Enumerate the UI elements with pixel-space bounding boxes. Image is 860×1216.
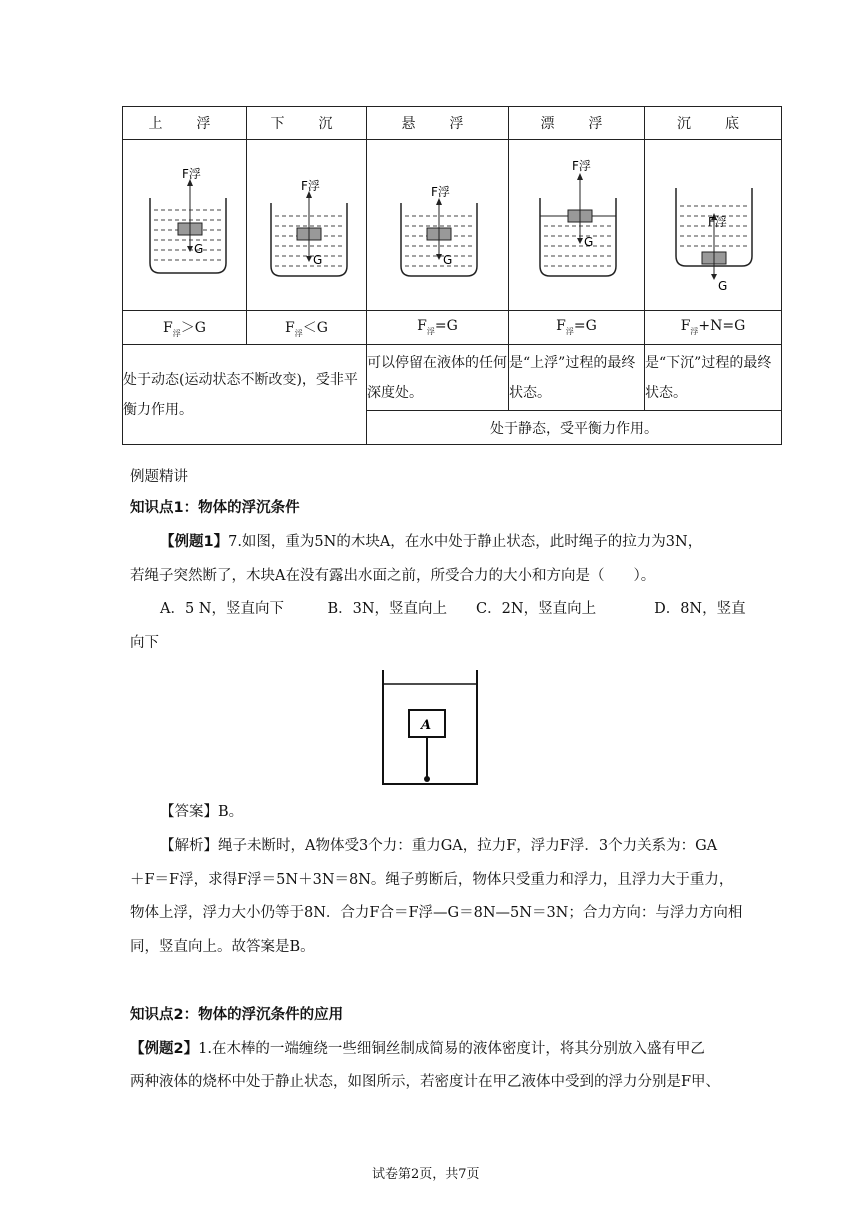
float-sink-table — [122, 106, 782, 445]
example-1-line-2: 若绳子突然断了，木块A在没有露出水面之前，所受合力的大小和方向是（ ）。 — [130, 568, 656, 584]
sink-diagram — [257, 148, 357, 298]
example-1-analysis-3: 物体上浮，浮力大小仍等于8N．合力F合＝F浮—G＝8N—5N＝3N；合力方向：与浮力方向相 — [130, 905, 743, 921]
buoyancy-label: F浮 — [430, 185, 450, 199]
gravity-label: G — [312, 253, 322, 267]
formula-sink: $F_浮<G$ — [247, 311, 367, 345]
buoyancy-label: F浮 — [300, 179, 320, 193]
formula-suspend: $F_浮=G$ — [367, 311, 509, 345]
example-1-answer: 【答案】B。 — [160, 804, 244, 820]
header-float: 漂 浮 — [509, 107, 645, 140]
example-1-analysis-2: ＋F＝F浮，求得F浮＝5N＋3N＝8N。绳子剪断后，物体只受重力和浮力，且浮力大于重力， — [130, 872, 734, 888]
buoyancy-label: F浮 — [181, 167, 201, 181]
example-2-line-1: 【例题2】1.在木棒的一端缠绕一些细铜丝制成简易的液体密度计，将其分别放入盛有甲乙 — [130, 1041, 705, 1057]
desc-dynamic: 处于动态(运动状态不断改变)，受非平衡力作用。 — [123, 345, 367, 445]
block-in-water-diagram — [380, 670, 480, 786]
page-footer: 试卷第2页，共7页 — [372, 1167, 480, 1182]
gravity-label: G — [193, 242, 203, 256]
formula-rise: $F_浮>G$ — [123, 311, 247, 345]
header-rise: 上 浮 — [123, 107, 247, 140]
section-title: 例题精讲 — [130, 469, 188, 485]
block-a-label: A — [421, 718, 432, 733]
formula-bottom: $F_浮+N=G$ — [645, 311, 782, 345]
header-suspend: 悬 浮 — [367, 107, 509, 140]
bottom-diagram — [658, 148, 768, 298]
header-sink: 下 沉 — [247, 107, 367, 140]
example-2-line-2: 两种液体的烧杯中处于静止状态，如图所示，若密度计在甲乙液体中受到的浮力分别是F甲、 — [130, 1074, 721, 1090]
buoyancy-label: F浮 — [708, 215, 727, 229]
example-1-analysis-4: 同，竖直向上。故答案是B。 — [130, 939, 315, 955]
example-1-analysis-1: 【解析】绳子未断时，A物体受3个力：重力GA，拉力F，浮力F浮．3个力关系为：GA — [160, 838, 718, 854]
example-1-options-cont: 向下 — [130, 635, 159, 651]
example-1-line-1: 【例题1】7.如图，重为5N的木块A，在水中处于静止状态，此时绳子的拉力为3N， — [160, 534, 703, 550]
float-diagram — [522, 148, 632, 298]
gravity-label: G — [442, 253, 452, 267]
header-bottom: 沉 底 — [645, 107, 782, 140]
desc-float: 是“上浮”过程的最终状态。 — [509, 345, 645, 411]
desc-static: 处于静态，受平衡力作用。 — [367, 411, 782, 445]
formula-float: $F_浮=G$ — [509, 311, 645, 345]
example-1-options: A．5 N，竖直向下 B．3N，竖直向上 C．2N，竖直向上 D．8N，竖直 — [160, 601, 746, 617]
desc-bottom: 是“下沉”过程的最终状态。 — [645, 345, 782, 411]
suspend-diagram — [383, 148, 493, 298]
knowledge-point-1: 知识点1：物体的浮沉条件 — [130, 500, 300, 516]
gravity-label: G — [583, 235, 593, 249]
buoyancy-label: F浮 — [571, 159, 591, 173]
desc-suspend: 可以停留在液体的任何深度处。 — [367, 345, 509, 411]
rise-diagram — [130, 148, 240, 298]
knowledge-point-2: 知识点2：物体的浮沉条件的应用 — [130, 1007, 344, 1023]
gravity-label: G — [718, 279, 728, 293]
